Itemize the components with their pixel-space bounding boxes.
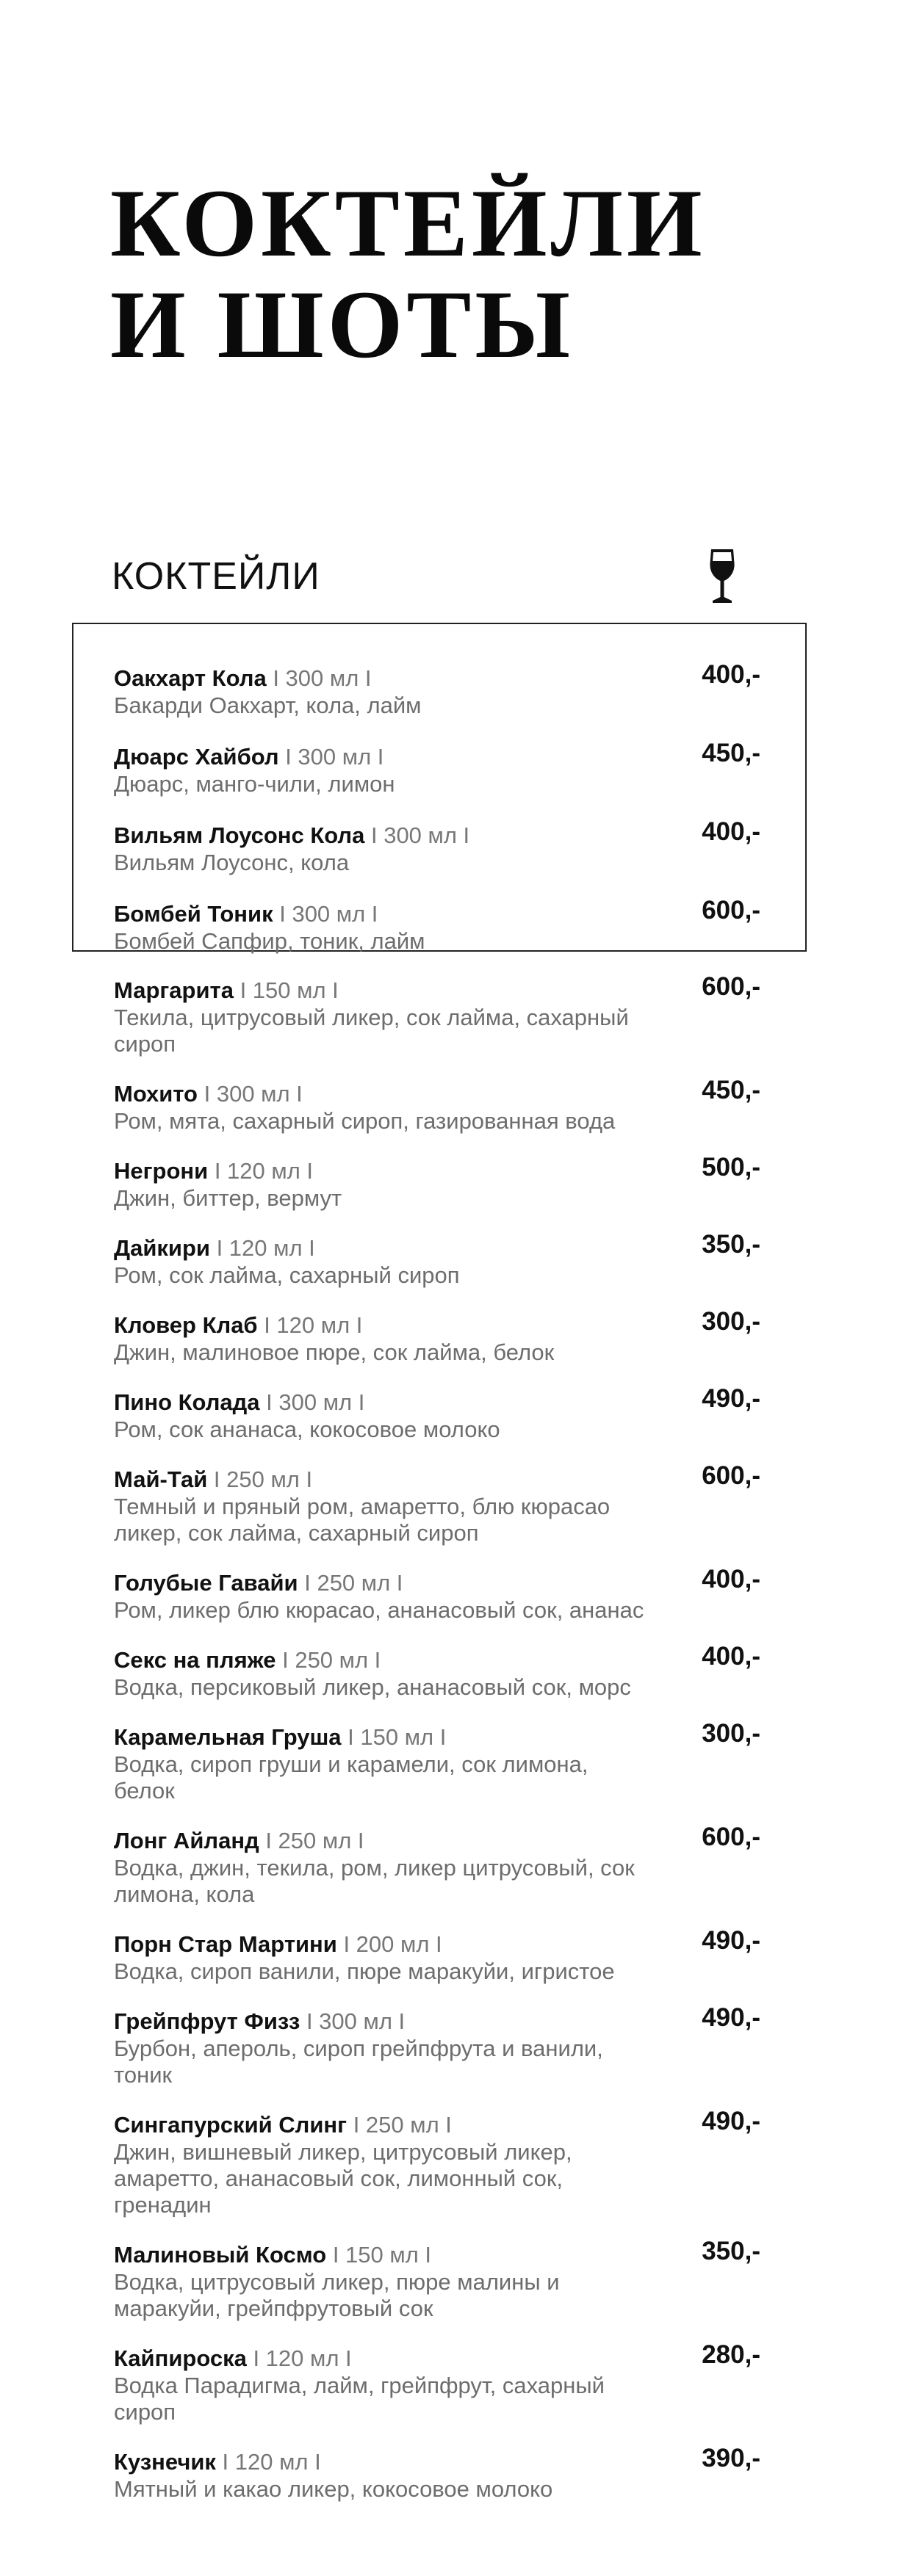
menu-item: [114, 1823, 760, 1908]
menu-item-header: [114, 2345, 650, 2373]
menu-item-name: Негрони: [114, 1158, 209, 1184]
menu-item-header: [114, 1569, 650, 1597]
menu-item-description: Бакарди Оакхарт, кола, лайм: [114, 692, 422, 718]
menu-item-description: Ром, сок лайма, сахарный сироп: [114, 1262, 460, 1288]
menu-item-volume: I 120 мл I: [208, 1158, 314, 1184]
page-title-line-2: И ШОТЫ: [110, 270, 574, 378]
menu-item-price: 490,-: [702, 2003, 760, 2032]
menu-item-volume: I 150 мл I: [326, 2242, 432, 2268]
menu-item-description: Текила, цитрусовый ликер, сок лайма, сахарный сироп: [114, 1005, 629, 1057]
menu-item: [114, 739, 760, 797]
menu-item-description: Бурбон, апероль, сироп грейпфрута и ванили, тоник: [114, 2036, 603, 2088]
menu-item-volume: I 120 мл I: [215, 2449, 321, 2475]
menu-item-name: Секс на пляже: [114, 1647, 276, 1673]
menu-item-volume: I 250 мл I: [347, 2112, 452, 2138]
menu-item-description: Водка, джин, текила, ром, ликер цитрусовый, сок лимона, кола: [114, 1855, 635, 1907]
menu-item-description: Водка, сироп груши и карамели, сок лимона, белок: [114, 1751, 588, 1803]
menu-item-price: 350,-: [702, 1230, 760, 1259]
menu-item: [114, 896, 760, 955]
menu-item-name: Лонг Айланд: [114, 1828, 259, 1853]
menu-item-description: Бомбей Сапфир, тоник, лайм: [114, 928, 425, 954]
menu-item-header: [114, 743, 650, 771]
menu-item-description: Мятный и какао ликер, кокосовое молоко: [114, 2476, 553, 2502]
menu-item-header: [114, 2111, 650, 2139]
menu-item-description: Водка, персиковый ликер, ананасовый сок, морс: [114, 1674, 631, 1700]
menu-item: [114, 2444, 760, 2503]
menu-item-name: Сингапурский Слинг: [114, 2112, 348, 2138]
menu-item-price: 280,-: [702, 2340, 760, 2369]
menu-item-price: 400,-: [702, 817, 760, 846]
menu-item: [114, 1719, 760, 1804]
menu-item-volume: I 300 мл I: [266, 665, 372, 691]
menu-item-name: Малиновый Космо: [114, 2242, 327, 2268]
featured-highball-list: [114, 660, 760, 979]
menu-item-volume: I 120 мл I: [246, 2345, 352, 2371]
menu-item: [114, 1384, 760, 1443]
menu-item-price: 600,-: [702, 896, 760, 925]
menu-item: [114, 972, 760, 1057]
menu-item-description: Джин, малиновое пюре, сок лайма, белок: [114, 1339, 555, 1365]
menu-item-price: 300,-: [702, 1719, 760, 1748]
menu-item-description: Водка, цитрусовый ликер, пюре малины и маракуйи, грейпфрутовый сок: [114, 2269, 560, 2321]
menu-item-price: 390,-: [702, 2444, 760, 2472]
menu-item-description: Джин, вишневый ликер, цитрусовый ликер, амаретто, ананасовый сок, лимонный сок, гренадин: [114, 2139, 572, 2218]
menu-item: [114, 2003, 760, 2088]
menu-item-volume: I 300 мл I: [300, 2008, 406, 2034]
menu-item-volume: I 250 мл I: [207, 1466, 313, 1492]
menu-item-volume: I 120 мл I: [257, 1312, 363, 1338]
menu-item-header: [114, 822, 650, 850]
menu-item-volume: I 150 мл I: [233, 977, 339, 1003]
menu-item-header: [114, 1723, 650, 1751]
section-title: КОКТЕЙЛИ: [112, 555, 320, 598]
menu-item-volume: I 250 мл I: [276, 1647, 381, 1673]
menu-item-header: [114, 1646, 650, 1674]
menu-item-price: 300,-: [702, 1307, 760, 1336]
menu-item-header: [114, 1157, 650, 1185]
menu-item-volume: I 200 мл I: [336, 1931, 442, 1957]
menu-item-price: 490,-: [702, 1926, 760, 1955]
menu-item-price: 400,-: [702, 660, 760, 689]
wine-glass-icon: [704, 547, 741, 606]
menu-item-header: [114, 2448, 650, 2476]
menu-item-name: Пино Колада: [114, 1389, 260, 1415]
menu-item-volume: I 250 мл I: [298, 1570, 403, 1596]
menu-item-price: 600,-: [702, 1823, 760, 1851]
menu-item-description: Водка, сироп ванили, пюре маракуйи, игристое: [114, 1958, 615, 1984]
menu-item-name: Порн Стар Мартини: [114, 1931, 337, 1957]
menu-item-header: [114, 977, 650, 1005]
menu-item-volume: I 300 мл I: [278, 744, 384, 770]
menu-item-price: 400,-: [702, 1642, 760, 1671]
menu-item-name: Мохито: [114, 1081, 198, 1107]
menu-item-header: [114, 1389, 650, 1417]
menu-item-name: Вильям Лоусонс Кола: [114, 822, 365, 848]
menu-item-header: [114, 665, 650, 692]
menu-item-volume: I 300 мл I: [198, 1081, 303, 1107]
menu-item-price: 600,-: [702, 1461, 760, 1490]
menu-item-name: Грейпфрут Физз: [114, 2008, 300, 2034]
menu-item-volume: I 300 мл I: [259, 1389, 365, 1415]
menu-item: [114, 1153, 760, 1212]
menu-item-name: Кузнечик: [114, 2449, 216, 2475]
menu-item-volume: I 120 мл I: [209, 1235, 315, 1261]
menu-item-name: Оакхарт Кола: [114, 665, 267, 691]
menu-item-name: Карамельная Груша: [114, 1724, 342, 1750]
menu-item: [114, 1230, 760, 1289]
menu-item-description: Ром, мята, сахарный сироп, газированная вода: [114, 1108, 616, 1134]
page-title: [110, 169, 706, 378]
menu-item-description: Водка Парадигма, лайм, грейпфрут, сахарный сироп: [114, 2373, 605, 2425]
menu-item-header: [114, 2241, 650, 2269]
menu-item: [114, 2237, 760, 2322]
menu-item-description: Ром, ликер блю кюрасао, ананасовый сок, ананас: [114, 1597, 644, 1623]
menu-item-price: 450,-: [702, 739, 760, 767]
menu-item-header: [114, 2008, 650, 2036]
menu-item-price: 490,-: [702, 2107, 760, 2135]
menu-item-header: [114, 1311, 650, 1339]
menu-item: [114, 1461, 760, 1546]
menu-item-description: Ром, сок ананаса, кокосовое молоко: [114, 1417, 500, 1442]
menu-item: [114, 2107, 760, 2218]
menu-item-name: Бомбей Тоник: [114, 901, 273, 927]
menu-item-volume: I 300 мл I: [273, 901, 378, 927]
menu-item-name: Май-Тай: [114, 1466, 208, 1492]
menu-item-volume: I 150 мл I: [341, 1724, 447, 1750]
menu-item-header: [114, 1234, 650, 1262]
menu-item-header: [114, 900, 650, 928]
menu-item-description: Дюарс, манго-чили, лимон: [114, 771, 395, 797]
menu-item: [114, 2340, 760, 2425]
menu-item-description: Джин, биттер, вермут: [114, 1185, 342, 1211]
menu-item-name: Голубые Гавайи: [114, 1570, 298, 1596]
menu-item-name: Маргарита: [114, 977, 234, 1003]
menu-item-name: Дюарс Хайбол: [114, 744, 279, 770]
menu-item-price: 350,-: [702, 2237, 760, 2265]
menu-item-volume: I 300 мл I: [364, 822, 470, 848]
cocktail-list: [114, 972, 760, 2525]
page-title-line-1: КОКТЕЙЛИ: [110, 169, 706, 277]
menu-item-name: Кловер Клаб: [114, 1312, 258, 1338]
menu-item: [114, 1565, 760, 1624]
menu-item-name: Дайкири: [114, 1235, 210, 1261]
menu-item-price: 450,-: [702, 1076, 760, 1104]
menu-item-name: Кайпироска: [114, 2345, 247, 2371]
menu-item-header: [114, 1080, 650, 1108]
menu-item-price: 490,-: [702, 1384, 760, 1413]
menu-item: [114, 1642, 760, 1701]
menu-item-price: 500,-: [702, 1153, 760, 1182]
menu-item-volume: I 250 мл I: [259, 1828, 364, 1853]
menu-item: [114, 1926, 760, 1985]
menu-item-header: [114, 1931, 650, 1958]
menu-item: [114, 1307, 760, 1366]
menu-item-header: [114, 1466, 650, 1494]
menu-item-description: Вильям Лоусонс, кола: [114, 850, 350, 875]
menu-item: [114, 660, 760, 719]
menu-item: [114, 817, 760, 876]
menu-item-price: 600,-: [702, 972, 760, 1001]
menu-item-price: 400,-: [702, 1565, 760, 1593]
menu-item-description: Темный и пряный ром, амаретто, блю кюрасао ликер, сок лайма, сахарный сироп: [114, 1494, 611, 1546]
menu-item-header: [114, 1827, 650, 1855]
menu-item: [114, 1076, 760, 1135]
